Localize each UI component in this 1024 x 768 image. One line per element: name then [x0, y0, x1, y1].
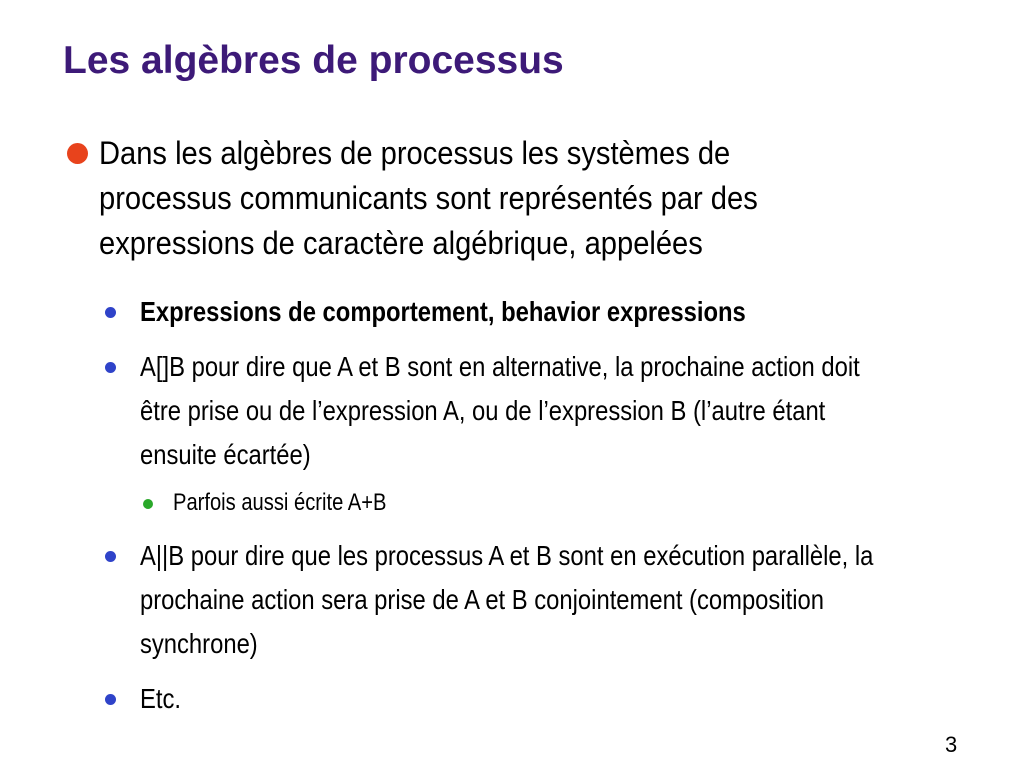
bullet-level2-text: Expressions de comportement, behavior expressions	[140, 296, 746, 327]
bullet-level2-text: A||B pour dire que les processus A et B sont en exécution parallèle, la prochaine action sera prise de A et B conjointement (composition synchrone)	[140, 540, 874, 659]
bullet-level1	[99, 131, 845, 266]
bullet-level2-parallel	[140, 534, 897, 666]
bullet-dot-level2	[105, 694, 116, 705]
bullet-level3-aussi-ecrite	[173, 487, 492, 519]
bullet-level2-behavior-expressions	[140, 290, 897, 334]
bullet-dot-level3	[143, 499, 153, 509]
bullet-level2-alternative	[140, 345, 897, 477]
bullet-dot-level2	[105, 362, 116, 373]
bullet-level2-text: A[]B pour dire que A et B sont en alternative, la prochaine action doit être prise ou de l’expression A, ou de l’expression B (l’autre étant ensuite écartée)	[140, 351, 860, 470]
bullet-level1-text: Dans les algèbres de processus les systèmes de processus communicants sont représentés par des expressions de caractère algébrique, appelées	[99, 135, 758, 261]
bullet-dot-level2	[105, 307, 116, 318]
slide-title: Les algèbres de processus	[63, 39, 564, 82]
bullet-level2-etc	[140, 677, 897, 721]
bullet-dot-level1	[67, 143, 88, 164]
bullet-dot-level2	[105, 551, 116, 562]
bullet-level3-text: Parfois aussi écrite A+B	[173, 489, 387, 516]
page-number: 3	[945, 732, 958, 757]
bullet-level2-text: Etc.	[140, 683, 181, 714]
